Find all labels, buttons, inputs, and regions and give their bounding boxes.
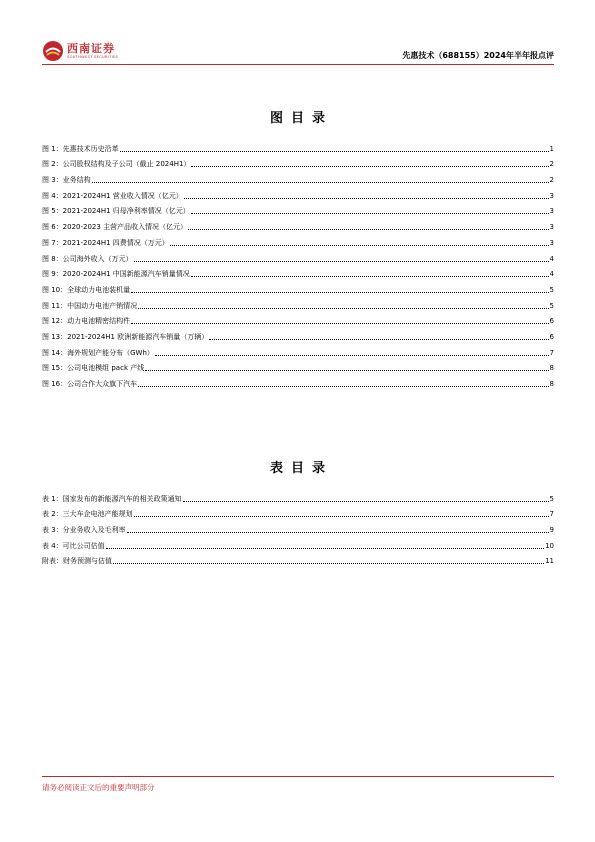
toc-dot-leader: [170, 244, 549, 246]
toc-entry-page-number: 6: [549, 317, 554, 326]
toc-dot-leader: [127, 531, 549, 533]
logo-chinese-name: 西南证券: [67, 42, 115, 55]
toc-dot-leader: [131, 291, 548, 293]
toc-entry[interactable]: [42, 169, 554, 185]
toc-dot-leader: [138, 307, 548, 309]
toc-entry-label: 表 1：国家发布的新能源汽车的相关政策通知: [42, 494, 182, 503]
toc-entry-label: 表 4：可比公司估值: [42, 541, 105, 550]
toc-entry[interactable]: [42, 488, 554, 504]
toc-dot-leader: [106, 547, 544, 549]
toc-entry-page-number: 2: [549, 176, 554, 185]
toc-dot-leader: [191, 212, 549, 214]
toc-entry-label: 图 13：2021-2024H1 欧洲新能源汽车销量（万辆）: [42, 332, 209, 341]
toc-entry[interactable]: [42, 326, 554, 342]
toc-dot-leader: [188, 228, 548, 230]
company-logo: [42, 36, 118, 66]
footer-disclaimer: 请务必阅读正文后的重要声明部分: [42, 783, 155, 792]
toc-entry-label: 附表：财务预测与估值: [42, 557, 112, 566]
toc-entry[interactable]: [42, 264, 554, 280]
toc-entry[interactable]: [42, 185, 554, 201]
toc-entry-label: 图 1：先惠技术历史沿革: [42, 144, 119, 153]
toc-entry-page-number: 10: [545, 541, 554, 550]
toc-entry-label: 图 6：2020-2023 主营产品收入情况（亿元）: [42, 223, 188, 232]
toc-entry-page-number: 4: [549, 270, 554, 279]
toc-dot-leader: [113, 562, 544, 564]
toc-dot-leader: [183, 500, 549, 502]
toc-entry-label: 图 11：中国动力电池产销情况: [42, 301, 138, 310]
page-header: [42, 36, 554, 68]
toc-entry-page-number: 4: [549, 254, 554, 263]
toc-entry[interactable]: [42, 535, 554, 551]
toc-entry[interactable]: [42, 358, 554, 374]
toc-entry-page-number: 5: [549, 301, 554, 310]
footer-divider: [42, 776, 554, 777]
toc-entry-label: 表 2：三大车企电池产能规划: [42, 510, 133, 519]
figures-toc-list: [42, 138, 554, 389]
tables-toc-list: [42, 488, 554, 566]
toc-entry[interactable]: [42, 279, 554, 295]
toc-entry-label: 图 8：公司海外收入（万元）: [42, 254, 133, 263]
toc-entry-page-number: 7: [549, 510, 554, 519]
toc-entry-label: 图 10：全球动力电池装机量: [42, 285, 131, 294]
toc-entry-page-number: 3: [549, 207, 554, 216]
toc-entry-page-number: 6: [549, 332, 554, 341]
toc-entry-label: 图 15：公司电池模组 pack 产线: [42, 364, 145, 373]
toc-dot-leader: [134, 515, 549, 517]
toc-entry[interactable]: [42, 138, 554, 154]
toc-entry-label: 图 9：2020-2024H1 中国新能源汽车销量情况: [42, 270, 190, 279]
toc-entry-page-number: 3: [549, 238, 554, 247]
southwest-securities-logo-icon: [42, 40, 64, 62]
toc-entry[interactable]: [42, 504, 554, 520]
toc-entry[interactable]: [42, 248, 554, 264]
toc-entry[interactable]: [42, 154, 554, 170]
toc-entry[interactable]: [42, 232, 554, 248]
header-divider: [42, 64, 554, 65]
toc-entry-page-number: 7: [549, 348, 554, 357]
toc-entry[interactable]: [42, 295, 554, 311]
toc-entry-page-number: 11: [545, 557, 554, 566]
toc-entry-label: 图 12：动力电池精密结构件: [42, 317, 131, 326]
toc-entry[interactable]: [42, 342, 554, 358]
toc-entry-label: 图 16：公司合作大众旗下汽车: [42, 380, 138, 388]
toc-entry[interactable]: [42, 216, 554, 232]
toc-entry[interactable]: [42, 519, 554, 535]
toc-dot-leader: [191, 165, 548, 167]
toc-dot-leader: [134, 260, 549, 262]
toc-dot-leader: [131, 322, 548, 324]
toc-entry-page-number: 9: [549, 526, 554, 535]
toc-entry-page-number: 5: [549, 494, 554, 503]
toc-entry-label: 表 3：分业务收入及毛利率: [42, 526, 126, 535]
toc-entry-label: 图 2：公司股权结构及子公司（截止 2024H1）: [42, 160, 191, 169]
toc-entry-page-number: 5: [549, 285, 554, 294]
toc-dot-leader: [145, 369, 548, 371]
toc-dot-leader: [120, 150, 549, 152]
toc-entry-page-number: 1: [549, 144, 554, 153]
toc-entry[interactable]: [42, 311, 554, 327]
toc-entry-page-number: 3: [549, 223, 554, 232]
toc-entry-page-number: 3: [549, 191, 554, 200]
report-title: 先惠技术（688155）2024年半年报点评: [402, 51, 554, 60]
toc-dot-leader: [138, 385, 548, 387]
tables-toc-title: 表目录: [269, 461, 333, 476]
toc-dot-leader: [155, 354, 549, 356]
toc-entry-label: 图 3：业务结构: [42, 176, 91, 185]
toc-entry-page-number: 2: [549, 160, 554, 169]
toc-entry-label: 图 14：海外规划产能分布（GWh）: [42, 348, 154, 357]
toc-entry-page-number: 8: [549, 380, 554, 388]
toc-entry-page-number: 8: [549, 364, 554, 373]
toc-dot-leader: [92, 181, 549, 183]
toc-entry-label: 图 5：2021-2024H1 归母净利率情况（亿元）: [42, 207, 190, 216]
toc-dot-leader: [191, 275, 549, 277]
toc-entry[interactable]: [42, 373, 554, 389]
toc-entry-label: 图 7：2021-2024H1 四费情况（万元）: [42, 238, 169, 247]
toc-entry[interactable]: [42, 201, 554, 217]
toc-entry[interactable]: [42, 551, 554, 567]
figures-toc-title: 图目录: [269, 111, 333, 126]
logo-english-name: SOUTHWEST SECURITIES: [67, 55, 119, 59]
toc-dot-leader: [184, 197, 549, 199]
toc-dot-leader: [209, 338, 548, 340]
toc-entry-label: 图 4：2021-2024H1 营业收入情况（亿元）: [42, 191, 183, 200]
